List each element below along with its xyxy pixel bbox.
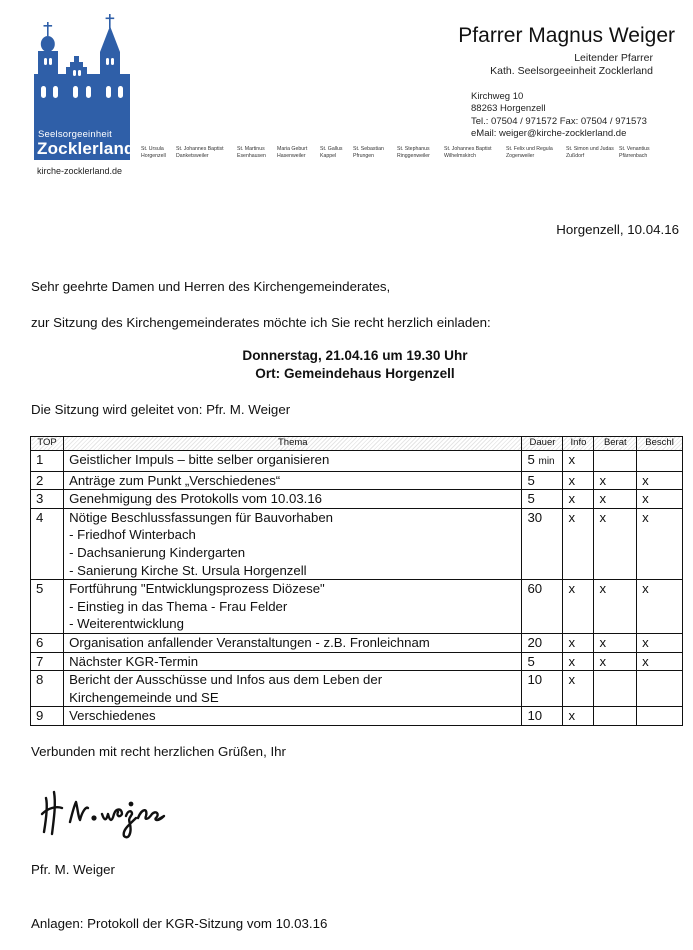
parish-list xyxy=(141,146,681,162)
cell-beschl: x xyxy=(637,471,683,490)
cell-berat: x xyxy=(594,633,637,652)
cell-thema: Nächster KGR-Termin xyxy=(64,652,522,671)
logo-wordmark xyxy=(34,126,135,160)
cell-beschl: x xyxy=(637,508,683,579)
header-thema: Thema xyxy=(64,437,522,451)
table-row xyxy=(31,580,683,634)
intro-text: zur Sitzung des Kirchengemeinderates möchte ich Sie recht herzlich einladen: xyxy=(31,315,491,330)
header-top: TOP xyxy=(31,437,64,451)
cell-info: x xyxy=(563,451,594,472)
cell-info: x xyxy=(563,490,594,509)
cell-dauer: 5 xyxy=(522,652,563,671)
logo-url: kirche-zocklerland.de xyxy=(37,166,123,176)
cell-beschl xyxy=(637,671,683,707)
salutation: Sehr geehrte Damen und Herren des Kirchengemeinderates, xyxy=(31,279,391,294)
cell-thema: Fortführung "Entwicklungsprozess Diözese" - Einstieg in das Thema - Frau Felder - Weiterentwicklung xyxy=(64,580,522,634)
letterhead-title: Leitender Pfarrer xyxy=(574,52,653,64)
cell-info: x xyxy=(563,671,594,707)
parish-item: St. Venantius Pfärrenbach xyxy=(619,146,650,159)
cell-top: 8 xyxy=(31,671,64,707)
table-row xyxy=(31,508,683,579)
table-row xyxy=(31,490,683,509)
cell-info: x xyxy=(563,652,594,671)
header-beschl: Beschl xyxy=(637,437,683,451)
cell-top: 5 xyxy=(31,580,64,634)
address-city: 88263 Horgenzell xyxy=(471,103,546,115)
cell-thema: Nötige Beschlussfassungen für Bauvorhaben - Friedhof Winterbach - Dachsanierung Kindergarten - Sanierung Kirche St. Ursula Horgenzell xyxy=(64,508,522,579)
cell-berat xyxy=(594,451,637,472)
header-info: Info xyxy=(563,437,594,451)
cell-top: 4 xyxy=(31,508,64,579)
parish-item: St. Simon und Judas Zußdorf xyxy=(566,146,614,159)
cell-dauer: 30 xyxy=(522,508,563,579)
cell-thema: Genehmigung des Protokolls vom 10.03.16 xyxy=(64,490,522,509)
cell-dauer: 5 xyxy=(522,471,563,490)
meeting-place: Ort: Gemeindehaus Horgenzell xyxy=(255,366,455,381)
cell-info: x xyxy=(563,707,594,726)
parish-logo xyxy=(34,14,130,126)
cell-dauer: 20 xyxy=(522,633,563,652)
table-row xyxy=(31,652,683,671)
signer-name: Pfr. M. Weiger xyxy=(31,862,115,877)
cell-top: 3 xyxy=(31,490,64,509)
cell-beschl xyxy=(637,451,683,472)
parish-item: Maria Geburt Hasenweiler xyxy=(277,146,308,159)
cell-dauer: 5 xyxy=(522,490,563,509)
table-row xyxy=(31,671,683,707)
parish-item: St. Gallus Kappel xyxy=(320,146,343,159)
church-towers-icon xyxy=(34,14,130,126)
cell-thema: Anträge zum Punkt „Verschiedenes“ xyxy=(64,471,522,490)
cell-berat xyxy=(594,707,637,726)
parish-item: St. Ursula Horgenzell xyxy=(141,146,166,159)
parish-item: St. Sebastian Pfrungen xyxy=(353,146,384,159)
cell-berat xyxy=(594,671,637,707)
cell-berat: x xyxy=(594,508,637,579)
header-berat: Berat xyxy=(594,437,637,451)
letterhead-role xyxy=(490,52,653,78)
logo-line-1: Seelsorgeeinheit xyxy=(38,129,112,140)
cell-info: x xyxy=(563,471,594,490)
attachments-line: Anlagen: Protokoll der KGR-Sitzung vom 10.03.16 xyxy=(31,916,328,931)
cell-info: x xyxy=(563,633,594,652)
cell-beschl: x xyxy=(637,633,683,652)
chair-line: Die Sitzung wird geleitet von: Pfr. M. Weiger xyxy=(31,402,291,417)
cell-thema: Bericht der Ausschüsse und Infos aus dem Leben der Kirchengemeinde und SE xyxy=(64,671,522,707)
meeting-date: Donnerstag, 21.04.16 um 19.30 Uhr xyxy=(242,348,468,363)
address-street: Kirchweg 10 xyxy=(471,91,524,102)
place-date: Horgenzell, 10.04.16 xyxy=(556,222,679,237)
cell-berat: x xyxy=(594,490,637,509)
cell-thema: Geistlicher Impuls – bitte selber organisieren xyxy=(64,451,522,472)
cell-dauer: 5 min xyxy=(522,451,563,472)
letterhead-unit: Kath. Seelsorgeeinheit Zocklerland xyxy=(490,65,653,77)
cell-beschl: x xyxy=(637,490,683,509)
parish-item: St. Johannes Baptist Wilhelmskirch xyxy=(444,146,492,159)
cell-top: 9 xyxy=(31,707,64,726)
table-row xyxy=(31,707,683,726)
table-row xyxy=(31,633,683,652)
cell-top: 1 xyxy=(31,451,64,472)
table-row xyxy=(31,471,683,490)
table-header-row xyxy=(31,437,683,451)
cell-berat: x xyxy=(594,652,637,671)
cell-berat: x xyxy=(594,580,637,634)
cell-beschl xyxy=(637,707,683,726)
cell-top: 6 xyxy=(31,633,64,652)
header-dauer: Dauer xyxy=(522,437,563,451)
cell-info: x xyxy=(563,580,594,634)
parish-item: St. Johannes Baptist Danketsweiler xyxy=(176,146,224,159)
table-row xyxy=(31,451,683,472)
cell-thema: Verschiedenes xyxy=(64,707,522,726)
cell-beschl: x xyxy=(637,652,683,671)
agenda-table xyxy=(30,436,683,726)
cell-thema: Organisation anfallender Veranstaltungen - z.B. Fronleichnam xyxy=(64,633,522,652)
cell-beschl: x xyxy=(637,580,683,634)
logo-line-2: Zocklerland xyxy=(37,139,135,158)
cell-dauer: 60 xyxy=(522,580,563,634)
parish-item: St. Felix und Regula Zogenweiler xyxy=(506,146,553,159)
address-phone: Tel.: 07504 / 971572 Fax: 07504 / 971573 xyxy=(471,115,647,127)
cell-berat: x xyxy=(594,471,637,490)
parish-item: St. Martinus Esenhausen xyxy=(237,146,266,159)
letterhead-name: Pfarrer Magnus Weiger xyxy=(458,24,675,47)
cell-dauer: 10 xyxy=(522,707,563,726)
cell-dauer: 10 xyxy=(522,671,563,707)
handwritten-signature xyxy=(38,784,178,849)
letterhead-address xyxy=(471,91,647,141)
cell-top: 7 xyxy=(31,652,64,671)
address-email: eMail: weiger@kirche-zocklerland.de xyxy=(471,128,627,140)
cell-top: 2 xyxy=(31,471,64,490)
parish-item: St. Stephanus Ringgenweiler xyxy=(397,146,430,159)
closing-text: Verbunden mit recht herzlichen Grüßen, Ihr xyxy=(31,744,286,759)
cell-info: x xyxy=(563,508,594,579)
